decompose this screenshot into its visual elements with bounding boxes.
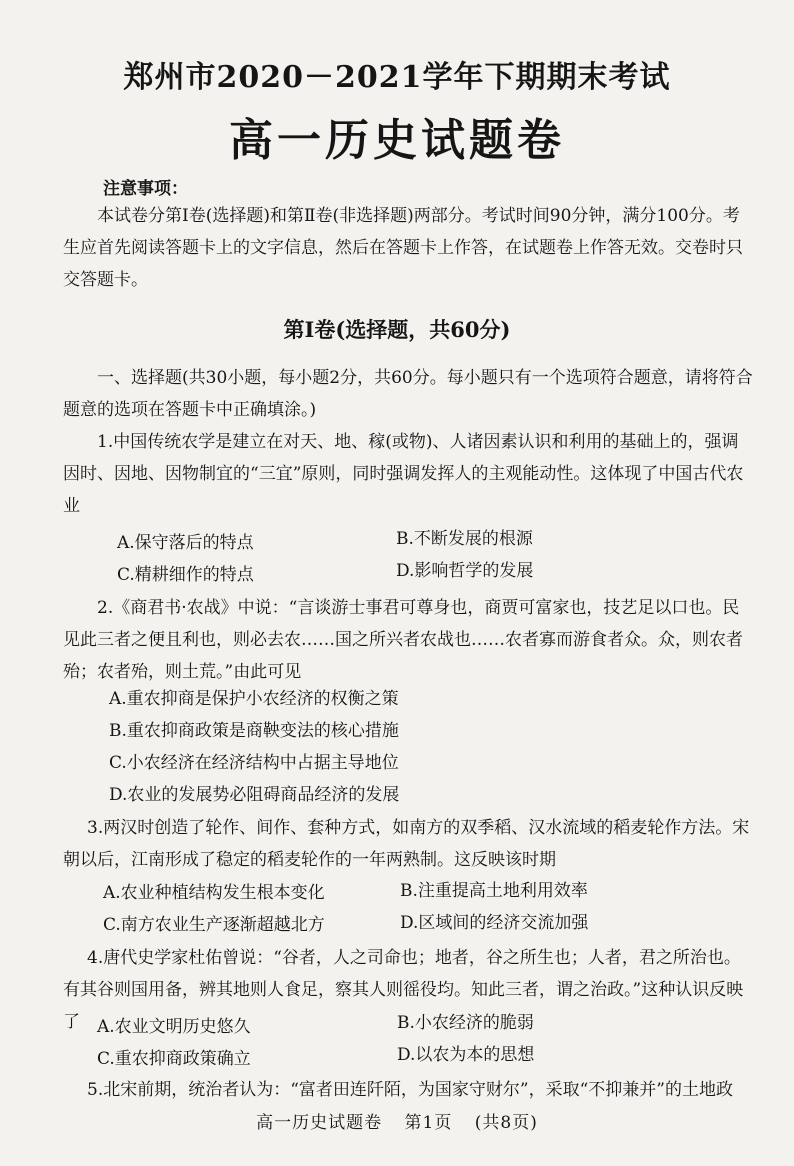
- footer-paper-name: 高一历史试题卷: [256, 1113, 383, 1133]
- question-2-stem: 2.《商君书·农战》中说：“言谈游士事君可尊身也，商贾可富家也，技艺足以口也。民见此三者之便且利也，则必去农……国之所兴者农战也……农者寡而游食者众。众，则农者殆；农者殆，则土荒。”由此可见: [63, 598, 743, 682]
- question-1-option-b: B.不断发展的根源: [396, 529, 533, 549]
- question-3-option-c: C.南方农业生产逐渐超越北方: [103, 915, 325, 935]
- paper-title: 高一历史试题卷: [229, 115, 565, 166]
- question-3-option-a: A.农业种植结构发生根本变化: [103, 883, 325, 903]
- question-3-option-b: B.注重提高土地利用效率: [400, 881, 588, 901]
- question-4-stem: 4.唐代史学家杜佑曾说：“谷者，人之司命也；地者，谷之所生也；人者，君之所治也。有其谷则国用备，辨其地则人食足，察其人则徭役均。知此三者，谓之治政。”这种认识反映了: [63, 948, 744, 1032]
- question-1-option-c: C.精耕细作的特点: [117, 565, 254, 585]
- question-2-option-d: D.农业的发展势必阻碍商品经济的发展: [109, 785, 400, 805]
- footer-total-pages: (共8页): [474, 1113, 538, 1133]
- section-title: 第Ⅰ卷(选择题，共60分): [283, 317, 511, 342]
- page-footer: [0, 1108, 794, 1133]
- question-2-option-c: C.小农经济在经济结构中占据主导地位: [109, 753, 399, 773]
- question-3-option-d: D.区域间的经济交流加强: [400, 913, 589, 933]
- notice-heading: 注意事项：: [103, 179, 188, 199]
- section-instruction: 一、选择题(共30小题，每小题2分，共60分。每小题只有一个选项符合题意，请将符合题意的选项在答题卡中正确填涂。): [63, 368, 753, 420]
- question-5-stem: 5.北宋前期，统治者认为：“富者田连阡陌，为国家守财尔”，采取“不抑兼并”的土地政: [87, 1080, 733, 1100]
- question-4-option-b: B.小农经济的脆弱: [397, 1013, 534, 1033]
- question-1-option-d: D.影响哲学的发展: [396, 561, 534, 581]
- notice-text: 本试卷分第Ⅰ卷(选择题)和第Ⅱ卷(非选择题)两部分。考试时间90分钟，满分100分。考生应首先阅读答题卡上的文字信息，然后在答题卡上作答，在试题卷上作答无效。交卷时只交答题卡。: [63, 206, 743, 290]
- footer-page-number: 第1页: [404, 1113, 453, 1133]
- question-3-stem: 3.两汉时创造了轮作、间作、套种方式，如南方的双季稻、汉水流域的稻麦轮作方法。宋朝以后，江南形成了稳定的稻麦轮作的一年两熟制。这反映该时期: [63, 818, 750, 870]
- question-4-option-c: C.重农抑商政策确立: [97, 1049, 251, 1069]
- question-1-stem: 1.中国传统农学是建立在对天、地、稼(或物)、人诸因素认识和利用的基础上的，强调因时、因地、因物制宜的“三宜”原则，同时强调发挥人的主观能动性。这体现了中国古代农业: [63, 432, 744, 516]
- question-4-option-d: D.以农为本的思想: [397, 1045, 535, 1065]
- question-2-option-a: A.重农抑商是保护小农经济的权衡之策: [109, 689, 399, 709]
- question-1-option-a: A.保守落后的特点: [117, 533, 254, 553]
- exam-title: 郑州市2020－2021学年下期期末考试: [123, 60, 671, 95]
- question-2-option-b: B.重农抑商政策是商鞅变法的核心措施: [109, 721, 399, 741]
- question-4-option-a: A.农业文明历史悠久: [97, 1017, 251, 1037]
